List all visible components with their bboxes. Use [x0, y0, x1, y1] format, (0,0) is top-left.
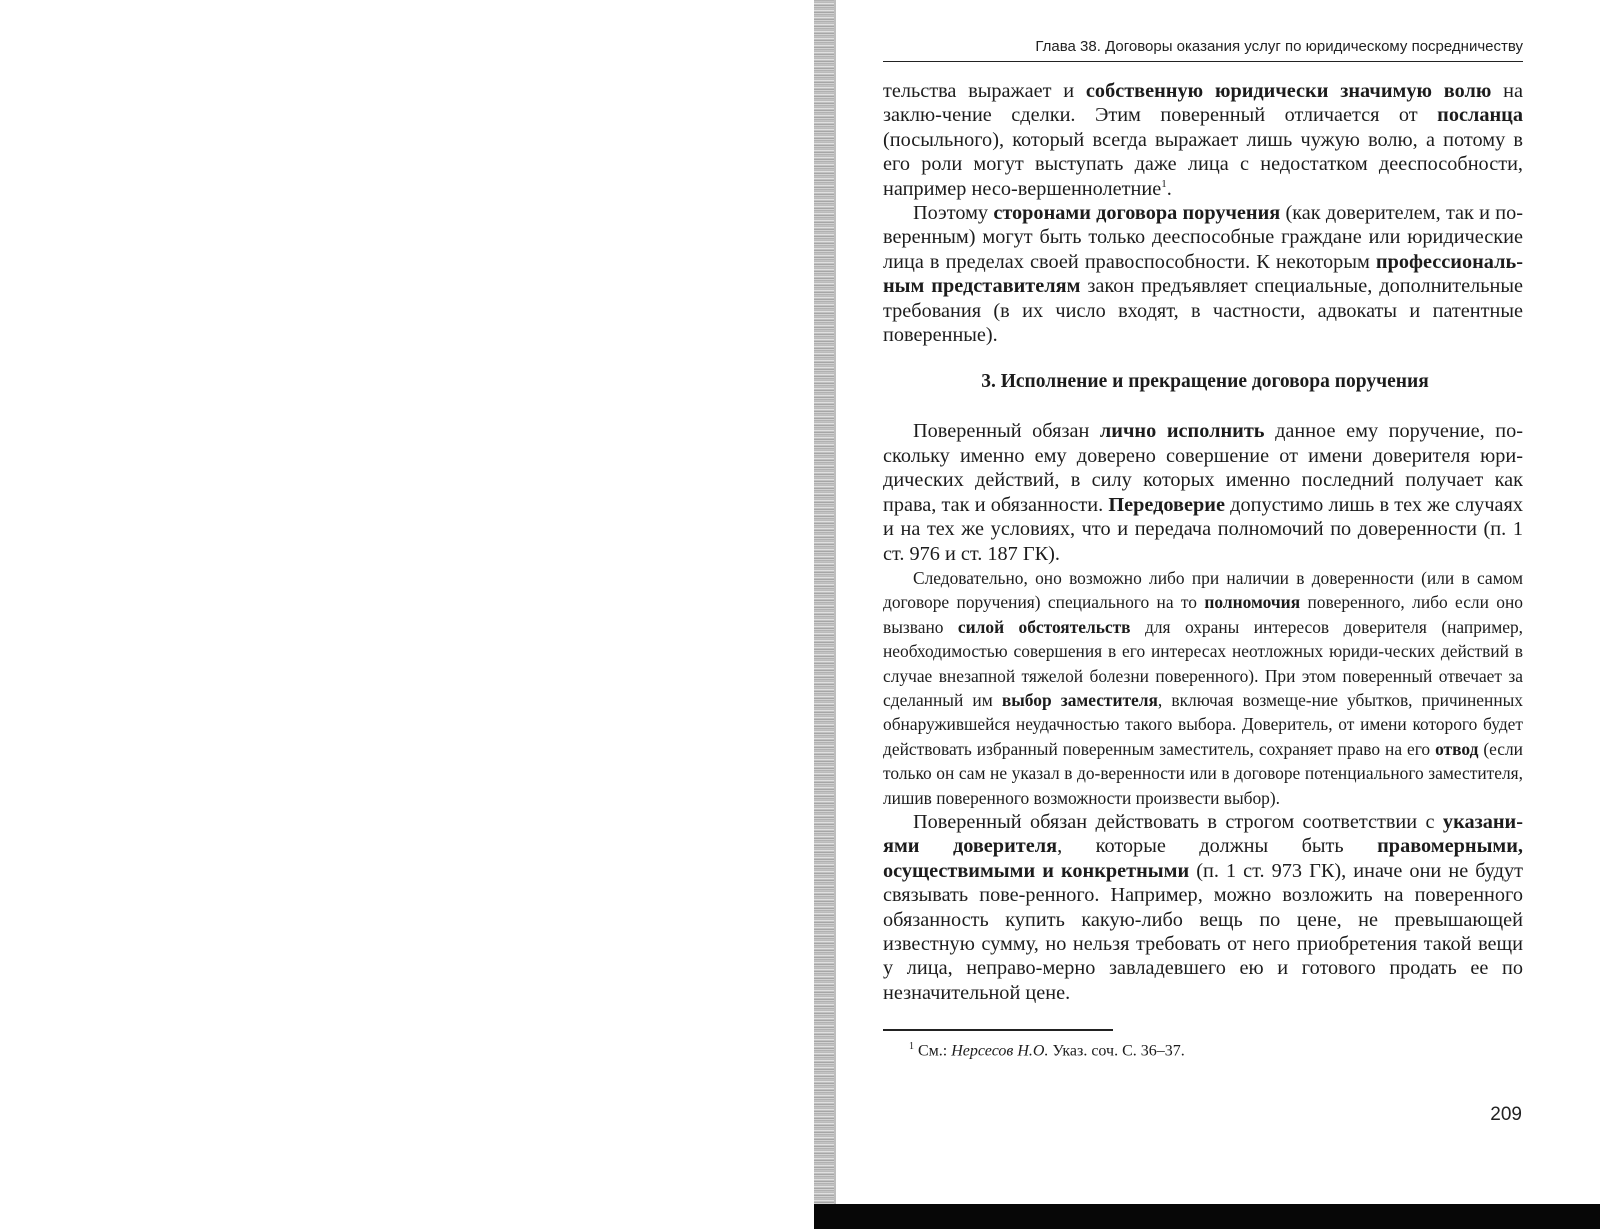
bold-term: отвод: [1435, 738, 1479, 759]
page-number: 209: [1490, 1104, 1522, 1125]
text-span: Следовательно, оно возможно либо при наличии в доверенности (или в самом договоре поручения) специального на то: [883, 567, 1523, 613]
text-span: (посыльного), который всегда выражает лишь чужую волю, а потому в его роли могут выступать даже лица с недостатком дееспособности, например несо-вершеннолетние: [883, 128, 1523, 200]
bold-term: посланца: [1437, 104, 1523, 127]
book-gutter: [814, 0, 834, 1229]
text-span: для охраны интересов доверителя (например, необходимостью совершения в его интересах неотложных юриди-ческих действий в случае внезапной тяжелой болезни поверенного). При этом поверенный отвечает за сделанный им: [883, 616, 1523, 710]
text-span: тельства выражает и: [883, 80, 1086, 102]
footnote-divider: [883, 1029, 1113, 1031]
text-span: на заклю-чение сделки. Этим поверенный отличается от: [883, 80, 1523, 127]
gutter-edge: [834, 0, 836, 1229]
text-span: (п. 1 ст. 973 ГК), иначе они не будут связывать пове-ренного. Например, можно возложить на поверенного обязанность купить какую-либо вещь по цене, не превышающей известную сумму, но нельзя требовать от него приобретения такой вещи у лица, неправо-мерно завладевшего ею и готового продать ее по незначительной цене.: [883, 859, 1523, 1004]
bold-term: указани-ями доверителя: [883, 810, 1523, 858]
text-span: поверенного, либо если оно вызвано: [883, 592, 1523, 637]
footnote-prefix: См.:: [918, 1042, 952, 1060]
bold-term: выбор заместителя: [1001, 689, 1158, 710]
text-span: закон предъявляет специальные, дополнительные требования (в их число входят, в частности, адвокаты и патентные поверенные).: [883, 275, 1523, 347]
bold-term: сторонами договора поручения: [993, 202, 1281, 225]
bold-term: полномочия: [1204, 592, 1301, 613]
text-span: Поэтому: [913, 202, 994, 225]
paragraph-2: [883, 201, 1523, 347]
text-span: допустимо лишь в тех же случаях и на тех же условиях, что и передача полномочий по доверенности (п. 1 ст. 976 и ст. 187 ГК).: [883, 493, 1523, 565]
book-page: [883, 38, 1523, 1061]
scan-bottom-band: [814, 1204, 1600, 1229]
text-span: данное ему поручение, по-скольку именно ему доверено совершение от имени доверителя юри-дических действий, в силу которых именно последний получает как права, так и обязанности.: [883, 420, 1523, 516]
bold-term: правомерными, осуществимыми и конкретными: [883, 835, 1523, 882]
paragraph-5: [883, 810, 1523, 1005]
footnote-ref[interactable]: 1: [1161, 177, 1167, 190]
section-heading: 3. Исполнение и прекращение договора поручения: [981, 371, 1429, 393]
text-span: (если только он сам не указал в до-веренности или в договоре потенциального заместителя, лишив поверенного возможности произвести выбор).: [883, 738, 1523, 808]
footnote-mark: 1: [909, 1040, 914, 1052]
paragraph-3: [883, 419, 1523, 565]
text-span: , включая возмеще-ние убытков, причиненных обнаружившейся неудачностью такого выбора. Доверитель, от имени которого будет действовать избранный поверенным заместитель, сохраняет право на его: [883, 689, 1524, 759]
bold-term: профессиональ-ным представителям: [883, 250, 1523, 298]
bold-term: собственную юридически значимую волю: [1085, 80, 1492, 102]
text-span: .: [1166, 177, 1172, 200]
footnote: [883, 1037, 1523, 1061]
bold-term: Передоверие: [1108, 493, 1225, 516]
text-span: Поверенный обязан: [913, 420, 1100, 443]
footnote-author: Нерсесов Н.О.: [951, 1042, 1049, 1060]
paragraph-1: [883, 79, 1523, 201]
text-span: , которые должны быть: [1057, 835, 1378, 858]
running-head: Глава 38. Договоры оказания услуг по юридическому посредничеству: [883, 38, 1523, 62]
text-span: (как доверителем, так и по-веренным) могут быть только дееспособные граждане или юридические лица в пределах своей правоспособности. К некоторым: [883, 202, 1523, 273]
bold-term: лично исполнить: [1099, 420, 1265, 443]
footnote-text: Указ. соч. С. 36–37.: [1048, 1042, 1185, 1060]
paragraph-4: [883, 566, 1523, 810]
text-span: Поверенный обязан действовать в строгом соответствии с: [913, 810, 1443, 833]
bold-term: силой обстоятельств: [957, 616, 1131, 637]
